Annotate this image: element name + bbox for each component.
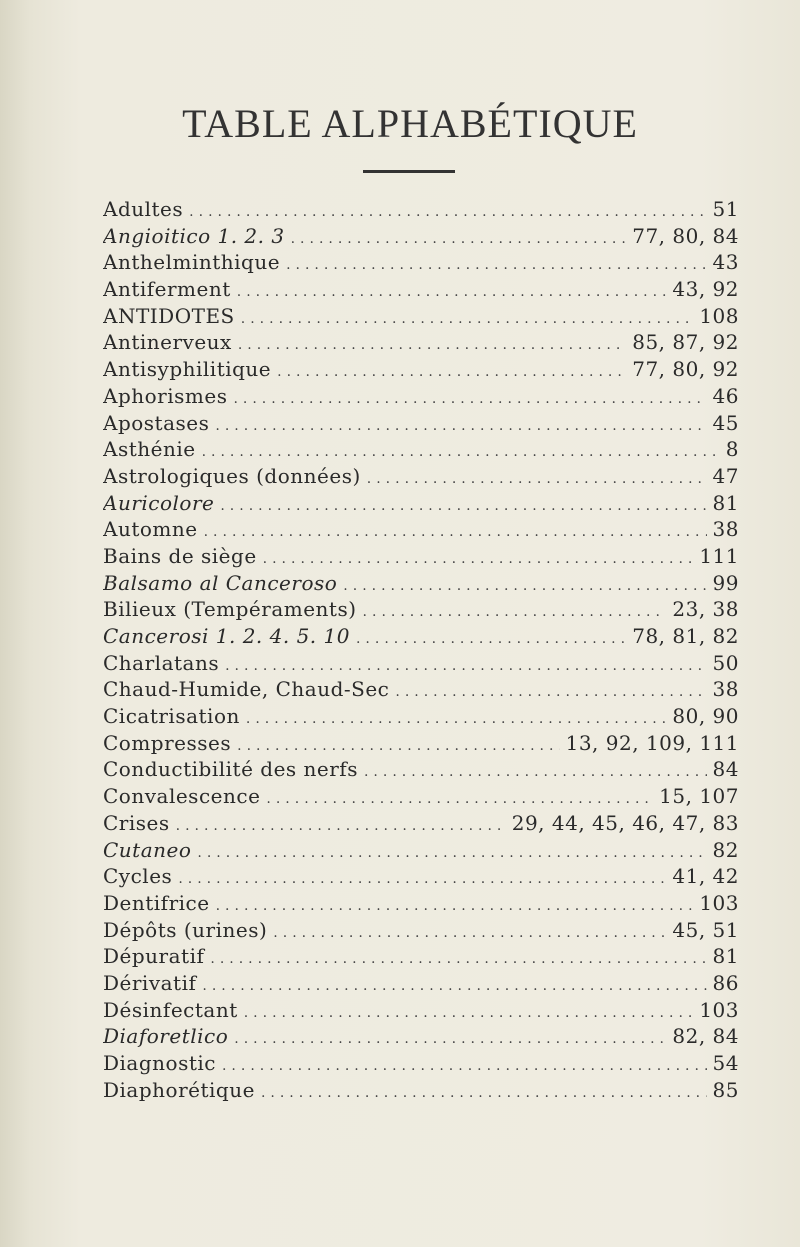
index-entry xyxy=(103,276,739,303)
index-term: Balsamo al Canceroso xyxy=(103,570,338,595)
index-entry xyxy=(103,650,739,677)
dot-leader xyxy=(261,1080,707,1104)
index-entry xyxy=(103,676,739,703)
dot-leader xyxy=(176,813,506,837)
index-term: Automne xyxy=(103,517,198,542)
index-term: Diagnostic xyxy=(103,1051,216,1075)
index-entry xyxy=(103,1050,739,1077)
dot-leader xyxy=(202,439,720,463)
page-references: 54 xyxy=(712,1051,739,1075)
dot-leader xyxy=(216,893,694,917)
index-entry xyxy=(103,863,739,890)
page-references: 77, 80, 84 xyxy=(632,223,739,248)
page-references: 8 xyxy=(725,437,739,462)
index-entry xyxy=(103,436,739,463)
index-term: Apostases xyxy=(103,410,210,435)
dot-leader xyxy=(237,733,559,757)
dot-leader xyxy=(364,759,707,783)
index-term: Auricolore xyxy=(103,490,215,515)
dot-leader xyxy=(225,653,706,677)
dot-leader xyxy=(220,493,706,517)
dot-leader xyxy=(291,226,627,250)
dot-leader xyxy=(367,466,707,490)
page-references: 80, 90 xyxy=(672,704,739,729)
index-term: Diaforetlico xyxy=(103,1024,229,1049)
page-title: TABLE ALPHABÉTIQUE xyxy=(182,101,638,146)
page-references: 81 xyxy=(712,490,739,515)
index-term: Bilieux (Tempéraments) xyxy=(103,597,357,622)
index-term: Asthénie xyxy=(103,437,196,462)
index-term: Conductibilité des nerfs xyxy=(103,757,358,782)
index-entry xyxy=(103,570,739,597)
page-references: 103 xyxy=(699,890,739,915)
page-references: 50 xyxy=(712,650,739,675)
page-references: 77, 80, 92 xyxy=(632,357,739,382)
index-entry xyxy=(103,837,739,864)
dot-leader xyxy=(277,359,626,383)
page-references: 43, 92 xyxy=(672,277,739,302)
index-entry xyxy=(103,356,739,383)
index-term: Cancerosi 1. 2. 4. 5. 10 xyxy=(103,624,350,648)
dot-leader xyxy=(234,1026,666,1050)
title-rule xyxy=(363,170,455,173)
index-entry xyxy=(103,490,739,517)
page-references: 15, 107 xyxy=(659,784,739,809)
page-references: 111 xyxy=(699,543,739,568)
dot-leader xyxy=(395,679,706,703)
dot-leader xyxy=(237,279,667,303)
index-term: Angioitico 1. 2. 3 xyxy=(103,223,285,248)
page-references: 81 xyxy=(712,944,739,969)
dot-leader xyxy=(343,573,706,597)
index-term: Diaphorétique xyxy=(103,1077,255,1102)
index-term: Adultes xyxy=(103,197,184,221)
page-references: 78, 81, 82 xyxy=(632,624,739,648)
dot-leader xyxy=(189,199,706,223)
index-term: Dentifrice xyxy=(103,890,210,915)
index-entry xyxy=(103,890,739,917)
page-references: 51 xyxy=(712,197,739,221)
index-entry xyxy=(103,783,739,810)
index-term: Compresses xyxy=(103,730,232,755)
dot-leader xyxy=(238,332,626,356)
page-references: 108 xyxy=(699,303,739,328)
index-entry xyxy=(103,810,739,837)
index-term: Charlatans xyxy=(103,650,220,675)
index-entry xyxy=(103,756,739,783)
index-entry xyxy=(103,943,739,970)
page-references: 46 xyxy=(712,383,739,408)
page-references: 29, 44, 45, 46, 47, 83 xyxy=(511,810,739,835)
index-term: Antisyphilitique xyxy=(103,357,272,382)
index-entry xyxy=(103,730,739,757)
dot-leader xyxy=(266,786,653,810)
index-entry xyxy=(103,703,739,730)
dot-leader xyxy=(356,626,626,650)
index-entry xyxy=(103,623,739,650)
index-term: Antiferment xyxy=(103,277,231,302)
index-entry xyxy=(103,223,739,250)
index-entry xyxy=(103,463,739,490)
page-references: 47 xyxy=(712,463,739,488)
page-references: 13, 92, 109, 111 xyxy=(565,730,739,755)
page-references: 103 xyxy=(699,997,739,1022)
page-references: 43 xyxy=(712,250,739,275)
dot-leader xyxy=(233,386,706,410)
dot-leader xyxy=(244,1000,694,1024)
index-entry xyxy=(103,303,739,330)
page-references: 82, 84 xyxy=(672,1024,739,1049)
page-references: 85 xyxy=(712,1077,739,1102)
page-references: 38 xyxy=(712,517,739,542)
dot-leader xyxy=(210,946,706,970)
index-entry xyxy=(103,970,739,997)
index-term: Désinfectant xyxy=(103,997,238,1022)
page-references: 84 xyxy=(712,757,739,782)
dot-leader xyxy=(197,840,706,864)
index-term: Dépôts (urines) xyxy=(103,917,268,942)
dot-leader xyxy=(246,706,667,730)
page-references: 45, 51 xyxy=(672,917,739,942)
index-entry xyxy=(103,329,739,356)
page-references: 23, 38 xyxy=(672,597,739,622)
index-term: Dérivatif xyxy=(103,970,197,995)
page-references: 86 xyxy=(712,970,739,995)
index-entry xyxy=(103,1077,739,1104)
dot-leader xyxy=(178,866,666,890)
index-entry xyxy=(103,596,739,623)
index-term: Cycles xyxy=(103,864,173,889)
dot-leader xyxy=(263,546,694,570)
page-references: 38 xyxy=(712,677,739,702)
dot-leader xyxy=(286,252,706,276)
index-term: Chaud-Humide, Chaud-Sec xyxy=(103,677,390,702)
index-entry xyxy=(103,249,739,276)
dot-leader xyxy=(273,920,666,944)
index-entry xyxy=(103,997,739,1024)
index-term: Cicatrisation xyxy=(103,704,240,729)
index-term: Astrologiques (données) xyxy=(103,463,361,488)
page-references: 82 xyxy=(712,837,739,862)
page-references: 85, 87, 92 xyxy=(632,330,739,355)
page-references: 45 xyxy=(712,410,739,435)
dot-leader xyxy=(222,1053,707,1077)
page-references: 41, 42 xyxy=(672,864,739,889)
index-term: Bains de siège xyxy=(103,543,257,568)
index-term: Anthelminthique xyxy=(103,250,281,275)
dot-leader xyxy=(215,413,706,437)
index-term: Convalescence xyxy=(103,784,261,809)
index-term: Crises xyxy=(103,810,170,835)
index-entry xyxy=(103,516,739,543)
index-entry xyxy=(103,383,739,410)
index-entry xyxy=(103,1023,739,1050)
index-entry xyxy=(103,410,739,437)
dot-leader xyxy=(202,973,706,997)
index-entry xyxy=(103,543,739,570)
index-list xyxy=(103,196,739,1103)
index-term: ANTIDOTES xyxy=(103,303,235,328)
index-term: Cutaneo xyxy=(103,837,192,862)
dot-leader xyxy=(363,599,667,623)
index-entry xyxy=(103,196,739,223)
index-term: Antinerveux xyxy=(103,330,232,355)
page-references: 99 xyxy=(712,570,739,595)
index-entry xyxy=(103,917,739,944)
index-term: Dépuratif xyxy=(103,944,205,969)
dot-leader xyxy=(241,306,694,330)
index-term: Aphorismes xyxy=(103,383,228,408)
dot-leader xyxy=(204,519,707,543)
